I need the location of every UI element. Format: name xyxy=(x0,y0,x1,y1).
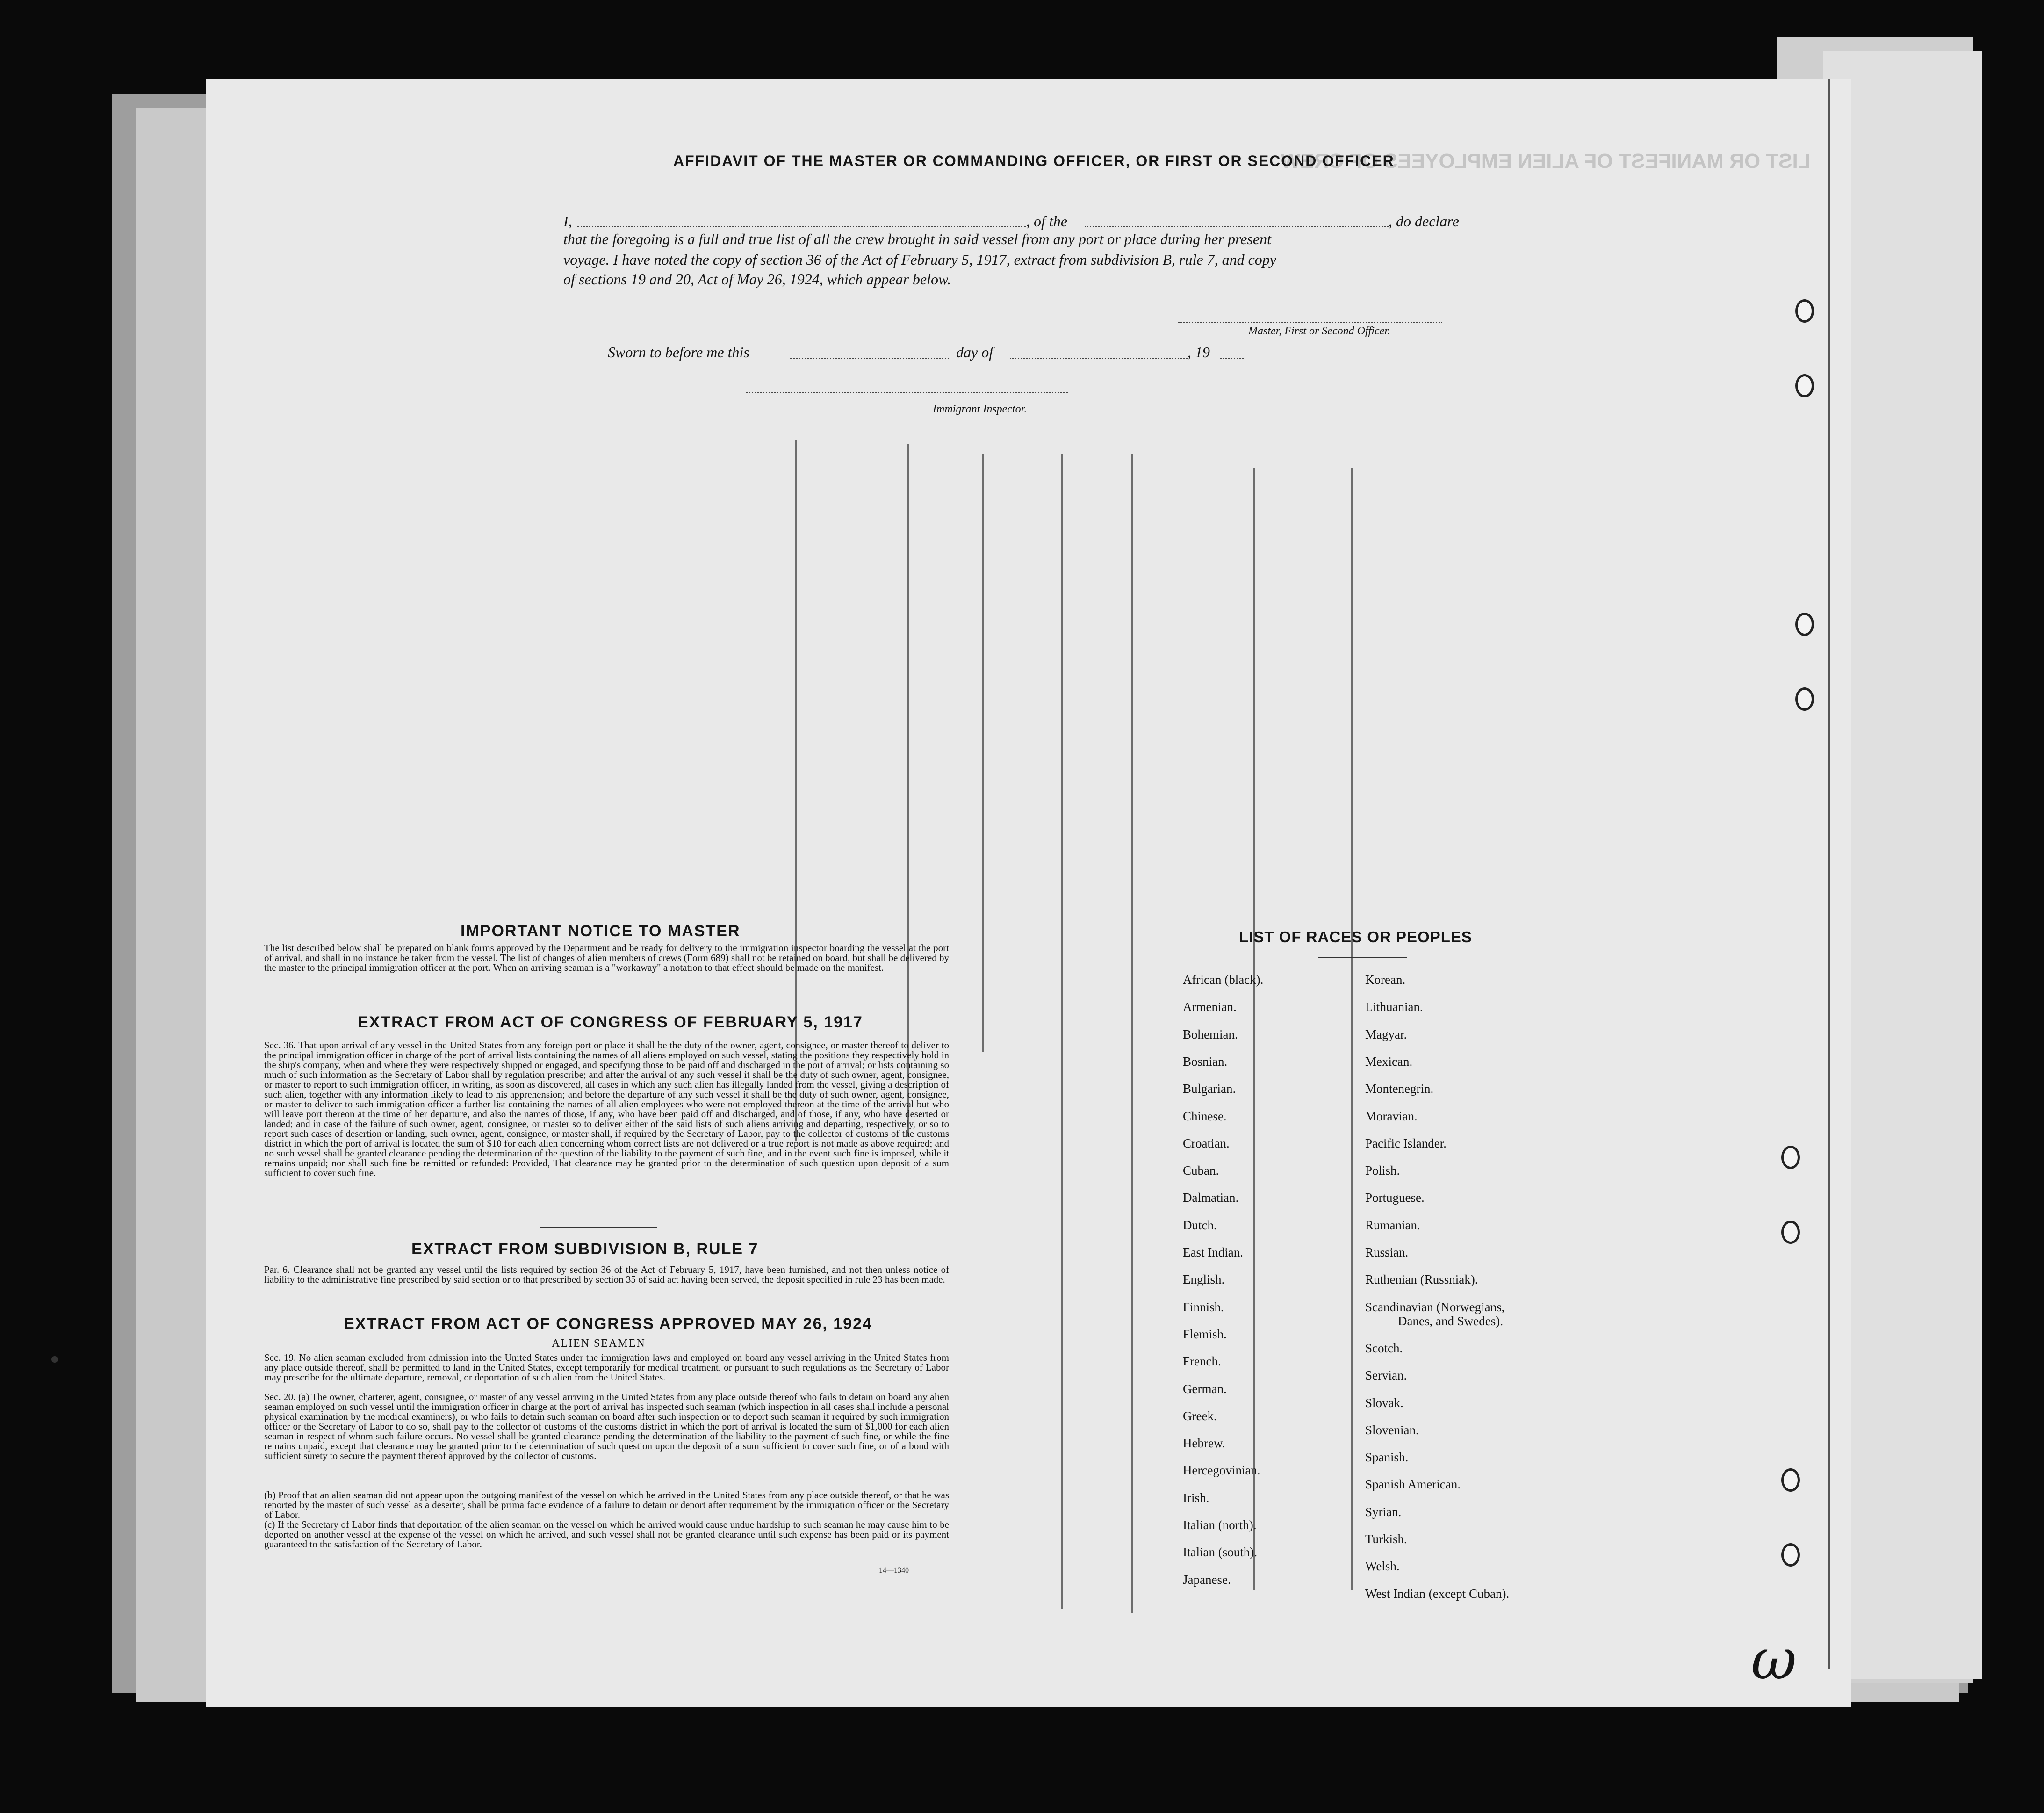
sworn-day-label: day of xyxy=(956,344,993,361)
race-item: Welsh. xyxy=(1365,1559,1400,1574)
bleed-through-text: LIST OR MANIFEST OF ALIEN EMPLOYEES OF CREW xyxy=(1281,150,1811,173)
vessel-blank xyxy=(1085,226,1389,227)
race-item: Spanish American. xyxy=(1365,1477,1461,1492)
race-item: Slovak. xyxy=(1365,1395,1403,1410)
race-item: Armenian. xyxy=(1183,1000,1237,1014)
form-sheet xyxy=(206,79,1851,1707)
sec19-text: Sec. 19. No alien seaman excluded from admission into the United States under the immigration laws and employed on board any vessel arriving in the United States from any place outside thereof, shall be permitted to land in the United States, except temporarily for medical treatment, or pursuant to such regulations as the Secretary of Labor may prescribe for the ultimate departure, removal, or deportation of such alien from the United States. xyxy=(264,1352,949,1383)
binder-hole xyxy=(1781,1146,1800,1169)
master-signature-line xyxy=(1178,322,1442,323)
race-item: Hercegovinian. xyxy=(1183,1463,1260,1478)
extract-1924-title: EXTRACT FROM ACT OF CONGRESS APPROVED MAY 26, 1924 xyxy=(344,1315,872,1333)
extract-1917-text: Sec. 36. That upon arrival of any vessel in the United States from any foreign port or place it shall be the duty of the owner, agent, consignee, or master thereof to deliver to the principal immigration officer in charge of the port of arrival lists containing the names of all aliens employed on such vessel, stating the positions they respectively hold in the ship's company, when and where they were respectively shipped or engaged, and specifying those to be paid off and discharged in the port of arrival; or lists containing so much of such information as the Secretary of Labor shall by regulation prescribe; and after the arrival of any such vessel it shall be the duty of such owner, agent, consignee, or master to report to such immigration officer, in writing, as soon as discovered, all cases in which any such alien has illegally landed from the vessel, giving a description of such alien, together with any information likely to lead to his apprehension; and before the departure of any such vessel it shall be the duty of such owner, agent, consignee, or master to deliver to such immigration officer a further list containing the names of all alien employees who were not employed thereon at the time of the arrival but who will leave port thereon at the time of her departure, and also the names of those, if any, who have been paid off and discharged, and of those, if any, who have deserted or landed; and in case of the failure of such owner, agent, consignee, or master so to deliver either of the said lists of such aliens arriving and departing, respectively, or so to report such cases of desertion or landing, such owner, agent, consignee, or master shall, if required by the Secretary of Labor, pay to the collector of customs of the customs district in which the port of arrival is located the sum of $10 for each alien concerning whom correct lists are not delivered or a true report is not made as above required; and no such vessel shall be granted clearance pending the determination of the question of the liability to the payment of such fine, and in the event such fine is imposed, while it remains unpaid; nor shall such fine be remitted or refunded: Provided, That clearance may be granted prior to the determination of such question upon deposit of a sum sufficient to cover such fine. xyxy=(264,1040,949,1178)
affidavit-line-1-mid: , of the xyxy=(1026,213,1067,230)
race-item: German. xyxy=(1183,1381,1227,1396)
day-blank xyxy=(790,358,949,359)
column-rule xyxy=(1351,468,1353,1590)
affidavit-title: AFFIDAVIT OF THE MASTER OR COMMANDING OFFICER, OR FIRST OR SECOND OFFICER xyxy=(673,152,1395,169)
race-item: Moravian. xyxy=(1365,1109,1418,1123)
race-item: Bulgarian. xyxy=(1183,1082,1236,1096)
race-item: Hebrew. xyxy=(1183,1436,1225,1451)
race-item: Flemish. xyxy=(1183,1327,1227,1341)
column-rule xyxy=(907,444,909,1136)
binder-hole xyxy=(1795,374,1814,397)
rule7-title: EXTRACT FROM SUBDIVISION B, RULE 7 xyxy=(411,1240,759,1258)
race-item: Danes, and Swedes). xyxy=(1398,1314,1503,1328)
sec20b-text: (b) Proof that an alien seaman did not appear upon the outgoing manifest of the vessel on which he arrived in the United States from any place outside thereof, or that he was reported by the master of such vessel as a deserter, shall be prima facie evidence of a failure to detain or deport after requirement by the immigration officer or the Secretary of Labor. xyxy=(264,1489,949,1520)
race-item: Portuguese. xyxy=(1365,1191,1425,1205)
race-item: Irish. xyxy=(1183,1490,1209,1505)
race-item: French. xyxy=(1183,1354,1221,1369)
sec20c-text: (c) If the Secretary of Labor finds that deportation of the alien seaman on the vessel on which he arrived would cause undue hardship to such seaman he may cause him to be deported on another vessel at the expense of the vessel on which he arrived, and such vessel shall not be granted clearance until such expense has been paid or its payment guaranteed to the satisfaction of the Secretary of Labor. xyxy=(264,1519,949,1550)
column-rule xyxy=(1131,454,1133,1613)
race-item: Dalmatian. xyxy=(1183,1191,1239,1205)
inspector-caption: Immigrant Inspector. xyxy=(933,403,1027,415)
notice-text: The list described below shall be prepared on blank forms approved by the Department and be ready for delivery to the immigration inspector boarding the vessel at the port of arrival, and shall in no instance be taken from the vessel. The list of changes of alien members of crews (Form 689) shall not be retained on board, but shall be delivered by the master to the principal immigration officer at the port. When an arriving seaman is a "workaway" a notation to that effect should be made on the manifest. xyxy=(264,942,949,973)
race-item: Japanese. xyxy=(1183,1572,1231,1587)
year-blank xyxy=(1220,358,1244,359)
extract-1917-title: EXTRACT FROM ACT OF CONGRESS OF FEBRUARY 5, 1917 xyxy=(358,1013,863,1031)
affidavit-line-2: that the foregoing is a full and true list of all the crew brought in said vessel from any port or place during her present xyxy=(563,231,1271,247)
column-rule xyxy=(795,440,797,1141)
race-item: Dutch. xyxy=(1183,1218,1217,1232)
race-item: West Indian (except Cuban). xyxy=(1365,1586,1510,1601)
race-item: Spanish. xyxy=(1365,1450,1409,1465)
race-item: Ruthenian (Russniak). xyxy=(1365,1272,1478,1287)
race-item: Syrian. xyxy=(1365,1504,1402,1519)
column-rule xyxy=(1061,454,1063,1609)
binder-hole xyxy=(1795,299,1814,323)
race-item: Bosnian. xyxy=(1183,1054,1228,1069)
sworn-start: Sworn to before me this xyxy=(608,344,749,361)
race-item: Montenegrin. xyxy=(1365,1082,1434,1096)
affidavit-line-4: of sections 19 and 20, Act of May 26, 1924, which appear below. xyxy=(563,271,951,288)
race-item: Rumanian. xyxy=(1365,1218,1420,1232)
race-item: Lithuanian. xyxy=(1365,1000,1423,1014)
form-number: 14—1340 xyxy=(879,1567,909,1575)
race-item: Greek. xyxy=(1183,1409,1217,1423)
sworn-year: , 19 xyxy=(1188,344,1210,361)
race-item: Turkish. xyxy=(1365,1532,1407,1546)
sec20a-text: Sec. 20. (a) The owner, charterer, agent, consignee, or master of any vessel arriving in the United States from any place outside thereof who fails to detain on board any alien seaman employed on such vessel until the immigration officer in charge at the port of arrival has inspected such seaman (which inspection in all cases shall include a personal physical examination by the medical examiners), or who fails to detain such seaman on board after such inspection or to deport such seaman if required by such immigration officer or the Secretary of Labor to do so, shall pay to the collector of customs of the customs district in which the port of arrival is located the sum of $1,000 for each alien seaman in respect of whom such failure occurs. No vessel shall be granted clearance pending the determination of the liability to the payment of such fine, or while the fine remains unpaid, except that clearance may be granted prior to the determination of such question upon the deposit of a sum sufficient to cover such fine, or of a bond with sufficient surety to secure the payment thereof approved by the collector of customs. xyxy=(264,1391,949,1461)
binder-hole xyxy=(1795,613,1814,636)
races-title: LIST OF RACES OR PEOPLES xyxy=(1239,928,1472,946)
race-item: Russian. xyxy=(1365,1245,1409,1259)
binder-hole xyxy=(1781,1468,1800,1492)
race-item: Cuban. xyxy=(1183,1163,1219,1178)
sheet-edge xyxy=(1828,79,1830,1669)
race-item: Scotch. xyxy=(1365,1341,1403,1355)
race-item: Polish. xyxy=(1365,1163,1400,1178)
race-item: Mexican. xyxy=(1365,1054,1413,1069)
handwritten-page-mark: ω xyxy=(1751,1627,1797,1692)
race-item: Italian (south). xyxy=(1183,1545,1257,1560)
race-item: Chinese. xyxy=(1183,1109,1227,1123)
affidavit-line-1-start: I, xyxy=(563,213,572,230)
race-item: Magyar. xyxy=(1365,1027,1407,1041)
notice-title: IMPORTANT NOTICE TO MASTER xyxy=(461,922,741,940)
name-blank xyxy=(577,226,1026,227)
race-item: English. xyxy=(1183,1272,1225,1287)
race-item: Scandinavian (Norwegians, xyxy=(1365,1300,1505,1314)
race-item: African (black). xyxy=(1183,973,1264,987)
race-item: Bohemian. xyxy=(1183,1027,1238,1041)
binder-hole xyxy=(1781,1221,1800,1244)
rule7-text: Par. 6. Clearance shall not be granted any vessel until the lists required by section 36 of the Act of February 5, 1917, have been furnished, and not then unless notice of liability to the administrative fine prescribed by said section or to that prescribed by section 35 of said act having been served, the deposit specified in rule 23 has been made. xyxy=(264,1264,949,1285)
race-item: Servian. xyxy=(1365,1368,1407,1383)
race-item: Korean. xyxy=(1365,973,1406,987)
divider xyxy=(540,1227,657,1228)
divider xyxy=(1318,957,1407,958)
race-item: Slovenian. xyxy=(1365,1423,1419,1437)
column-rule xyxy=(1253,468,1255,1590)
race-item: Croatian. xyxy=(1183,1136,1230,1150)
alien-seamen-subtitle: ALIEN SEAMEN xyxy=(552,1337,646,1350)
race-item: East Indian. xyxy=(1183,1245,1243,1259)
binder-hole xyxy=(1795,687,1814,711)
race-item: Pacific Islander. xyxy=(1365,1136,1447,1150)
race-item: Finnish. xyxy=(1183,1300,1224,1314)
affidavit-line-1-end: , do declare xyxy=(1389,213,1459,230)
race-item: Italian (north). xyxy=(1183,1518,1257,1532)
punch-hole xyxy=(51,1356,58,1363)
inspector-signature-line xyxy=(746,392,1068,393)
affidavit-line-3: voyage. I have noted the copy of section 36 of the Act of February 5, 1917, extract from subdivision B, rule 7, and copy xyxy=(563,251,1276,268)
master-caption: Master, First or Second Officer. xyxy=(1248,325,1390,337)
column-rule xyxy=(982,454,984,1052)
month-blank xyxy=(1010,358,1188,359)
binder-hole xyxy=(1781,1543,1800,1567)
